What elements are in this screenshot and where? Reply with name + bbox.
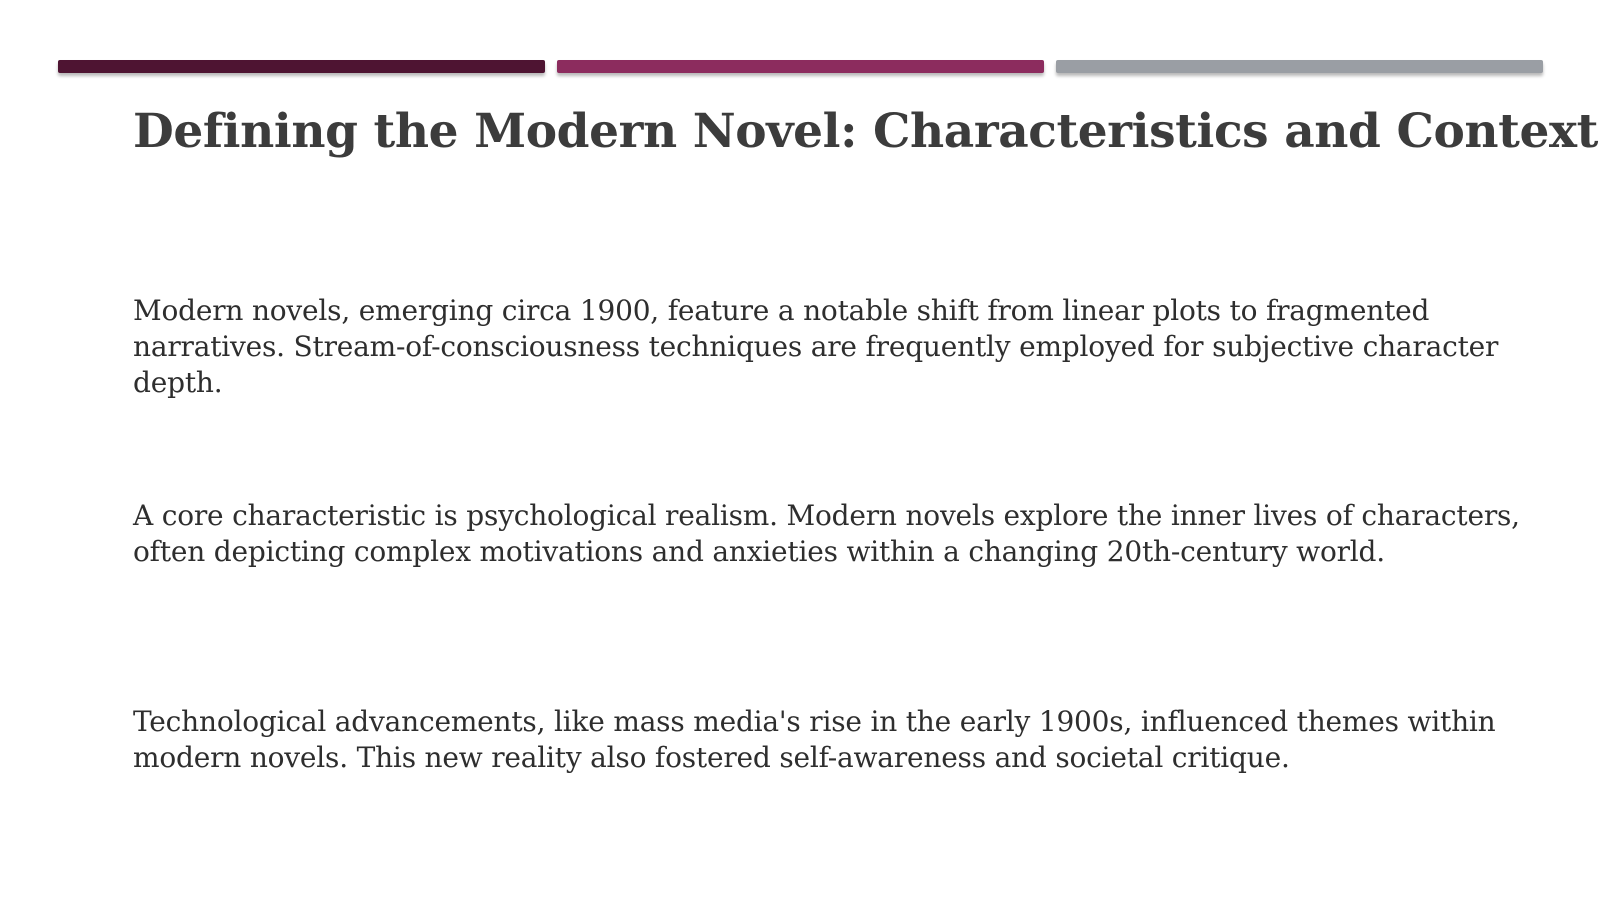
accent-bar-gray bbox=[1056, 60, 1543, 73]
body-paragraph: A core characteristic is psychological realism. Modern novels explore the inner lives of characters, often depicting complex motivations and anxieties within a changing 20th-century world. bbox=[133, 499, 1520, 568]
slide-title: Defining the Modern Novel: Characteristics and Context bbox=[133, 104, 1598, 159]
body-paragraph: Technological advancements, like mass media's rise in the early 1900s, influenced themes within modern novels. This new reality also fostered self-awareness and societal critique. bbox=[133, 705, 1496, 774]
body-paragraph: Modern novels, emerging circa 1900, feature a notable shift from linear plots to fragmented narratives. Stream-of-consciousness techniques are frequently employed for subjective character depth. bbox=[133, 294, 1499, 399]
accent-bar-magenta bbox=[557, 60, 1044, 73]
accent-bar-plum bbox=[58, 60, 545, 73]
